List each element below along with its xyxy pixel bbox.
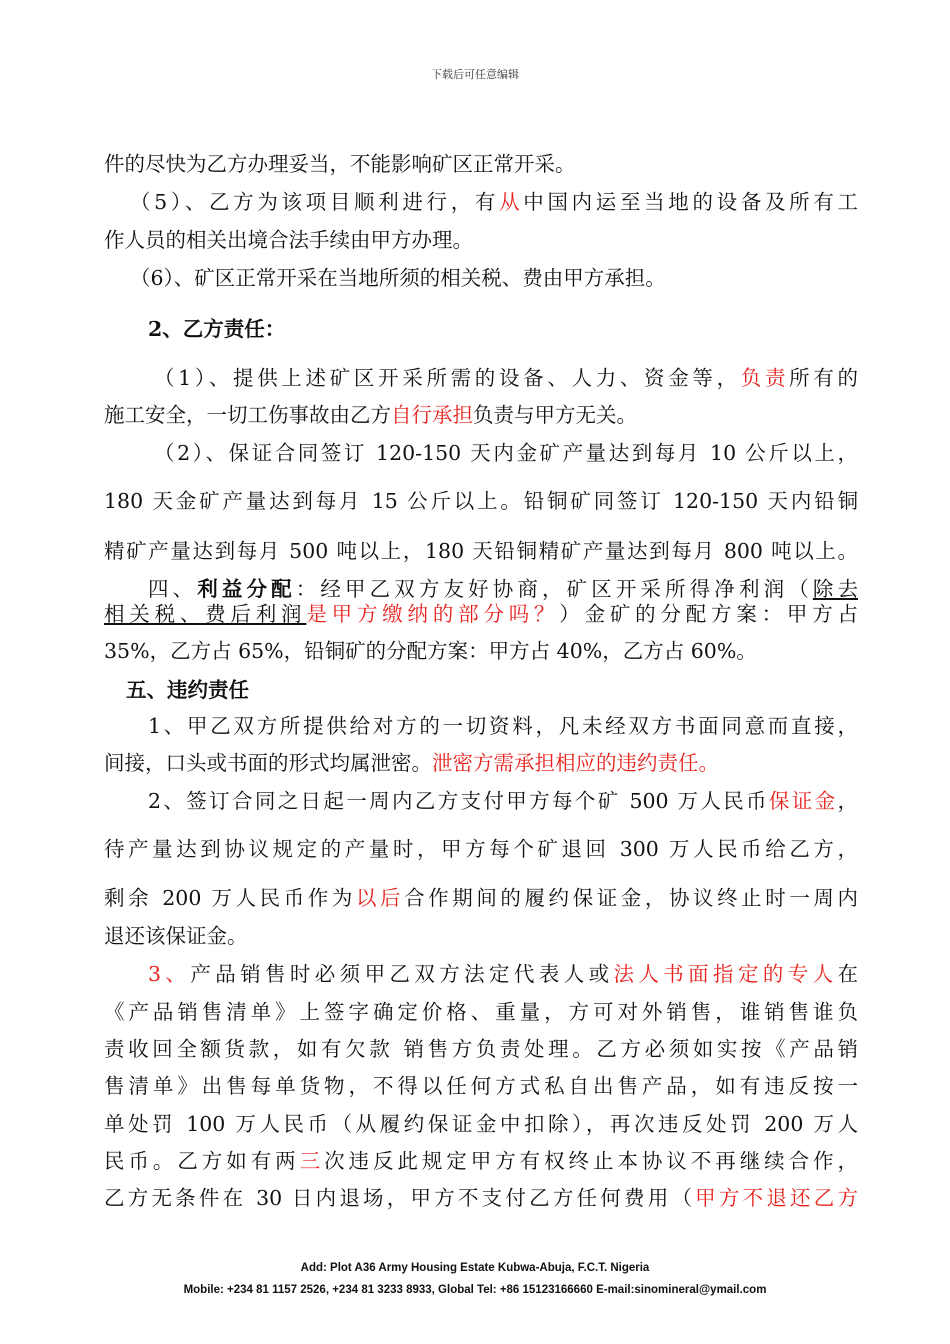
- paragraph-line: （2）、保证合同签订 120-150 天内金矿产量达到每月 10 公斤以上，: [154, 441, 858, 465]
- paragraph-line: 精矿产量达到每月 500 吨以上，180 天铅铜精矿产量达到每月 800 吨以上。: [104, 539, 858, 563]
- page-header: 下载后可任意编辑: [431, 68, 519, 81]
- paragraph-line: （5）、乙方为该项目顺利进行，有从中国内运至当地的设备及所有工: [130, 190, 859, 214]
- paragraph-line: （6）、矿区正常开采在当地所须的相关税、费由甲方承担。: [130, 266, 666, 290]
- paragraph-line: 责收回全额货款，如有欠款 销售方负责处理。乙方必须如实按《产品销: [104, 1037, 858, 1061]
- paragraph-line: 相关税、费后利润是甲方缴纳的部分吗？）金矿的分配方案：甲方占: [104, 602, 859, 626]
- footer-address: Add: Plot A36 Army Housing Estate Kubwa-Abuja, F.C.T. Nigeria: [300, 1262, 650, 1274]
- paragraph-line: 作人员的相关出境合法手续由甲方办理。: [104, 228, 473, 252]
- paragraph-line: 3、产品销售时必须甲乙双方法定代表人或法人书面指定的专人在: [148, 962, 859, 986]
- paragraph-line: 35%，乙方占 65%，铅铜矿的分配方案：甲方占 40%，乙方占 60%。: [104, 639, 757, 663]
- paragraph-line: 剩余 200 万人民币作为以后合作期间的履约保证金，协议终止时一周内: [104, 886, 858, 910]
- paragraph-line: 间接，口头或书面的形式均属泄密。泄密方需承担相应的违约责任。: [104, 751, 719, 775]
- footer-contact: Mobile: +234 81 1157 2526, +234 81 3233 8933, Global Tel: +86 15123166660 E-mail:sinomineral@ymail.com: [183, 1284, 767, 1296]
- paragraph-line: 退还该保证金。: [104, 924, 248, 948]
- paragraph-line: 件的尽快为乙方办理妥当，不能影响矿区正常开采。: [104, 152, 576, 176]
- paragraph-line: 1、甲乙双方所提供给对方的一切资料，凡未经双方书面同意而直接，: [148, 714, 858, 738]
- paragraph-line: 售清单》出售每单货物，不得以任何方式私自出售产品，如有违反按一: [104, 1074, 858, 1098]
- paragraph-line: 单处罚 100 万人民币（从履约保证金中扣除），再次违反处罚 200 万人: [104, 1112, 858, 1136]
- paragraph-line: 待产量达到协议规定的产量时，甲方每个矿退回 300 万人民币给乙方，: [104, 837, 858, 861]
- section-heading: 2、乙方责任：: [148, 317, 286, 341]
- paragraph-line: 180 天金矿产量达到每月 15 公斤以上。铅铜矿同签订 120-150 天内铅铜: [104, 489, 858, 513]
- paragraph-line: （1）、提供上述矿区开采所需的设备、人力、资金等，负责所有的: [154, 366, 858, 390]
- paragraph-line: 施工安全，一切工伤事故由乙方自行承担负责与甲方无关。: [104, 403, 637, 427]
- paragraph-line: 2、签订合同之日起一周内乙方支付甲方每个矿 500 万人民币保证金，: [148, 789, 859, 813]
- paragraph-line: 四、利益分配：经甲乙双方友好协商，矿区开采所得净利润（除去: [148, 577, 858, 601]
- paragraph-line: 民币。乙方如有两三次违反此规定甲方有权终止本协议不再继续合作，: [104, 1149, 859, 1173]
- section-heading: 五、违约责任: [126, 678, 249, 702]
- paragraph-line: 乙方无条件在 30 日内退场，甲方不支付乙方任何费用（甲方不退还乙方: [104, 1186, 859, 1210]
- paragraph-line: 《产品销售清单》上签字确定价格、重量，方可对外销售，谁销售谁负: [104, 1000, 858, 1024]
